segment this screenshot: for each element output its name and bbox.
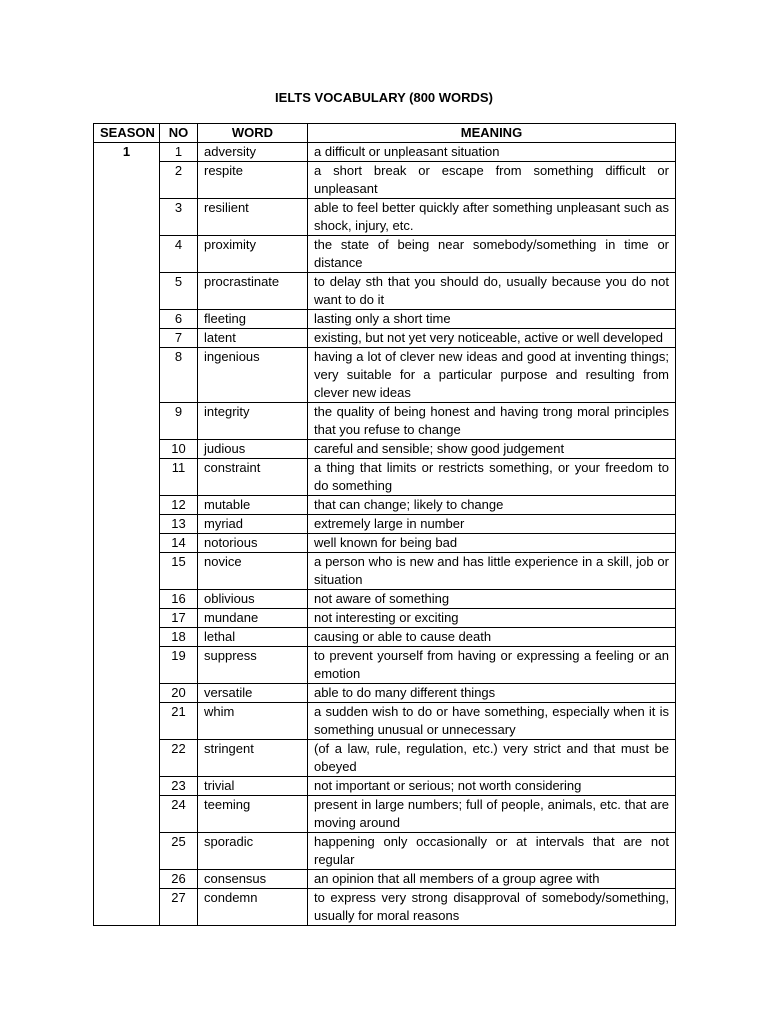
vocabulary-word: integrity <box>198 403 308 440</box>
word-number: 25 <box>160 833 198 870</box>
word-number: 10 <box>160 440 198 459</box>
word-meaning: present in large numbers; full of people, animals, etc. that are moving around <box>308 796 676 833</box>
word-number: 7 <box>160 329 198 348</box>
vocabulary-word: whim <box>198 703 308 740</box>
word-number: 21 <box>160 703 198 740</box>
vocabulary-word: versatile <box>198 684 308 703</box>
table-row <box>94 348 676 403</box>
table-row <box>94 870 676 889</box>
table-row <box>94 740 676 777</box>
vocabulary-word: procrastinate <box>198 273 308 310</box>
vocabulary-word: fleeting <box>198 310 308 329</box>
table-row <box>94 889 676 926</box>
word-number: 11 <box>160 459 198 496</box>
word-meaning: careful and sensible; show good judgement <box>308 440 676 459</box>
vocabulary-word: novice <box>198 553 308 590</box>
table-row <box>94 647 676 684</box>
word-number: 1 <box>160 143 198 162</box>
document-title: IELTS VOCABULARY (800 WORDS) <box>275 90 493 105</box>
word-meaning: a thing that limits or restricts something, or your freedom to do something <box>308 459 676 496</box>
vocabulary-word: teeming <box>198 796 308 833</box>
header-no: NO <box>160 124 198 143</box>
vocabulary-word: constraint <box>198 459 308 496</box>
vocabulary-word: sporadic <box>198 833 308 870</box>
table-row <box>94 684 676 703</box>
word-number: 8 <box>160 348 198 403</box>
table-row <box>94 143 676 162</box>
word-number: 4 <box>160 236 198 273</box>
vocabulary-word: adversity <box>198 143 308 162</box>
word-number: 26 <box>160 870 198 889</box>
word-meaning: a person who is new and has little experience in a skill, job or situation <box>308 553 676 590</box>
word-number: 3 <box>160 199 198 236</box>
header-meaning: MEANING <box>308 124 676 143</box>
table-row <box>94 329 676 348</box>
vocabulary-word: myriad <box>198 515 308 534</box>
word-meaning: not important or serious; not worth considering <box>308 777 676 796</box>
word-meaning: not aware of something <box>308 590 676 609</box>
word-meaning: to prevent yourself from having or expressing a feeling or an emotion <box>308 647 676 684</box>
word-meaning: having a lot of clever new ideas and good at inventing things; very suitable for a particular purpose and resulting from clever new ideas <box>308 348 676 403</box>
word-number: 20 <box>160 684 198 703</box>
season-number: 1 <box>94 143 160 926</box>
table-row <box>94 440 676 459</box>
vocabulary-word: notorious <box>198 534 308 553</box>
word-meaning: extremely large in number <box>308 515 676 534</box>
word-meaning: a sudden wish to do or have something, especially when it is something unusual or unnecessary <box>308 703 676 740</box>
word-number: 22 <box>160 740 198 777</box>
table-row <box>94 236 676 273</box>
word-number: 2 <box>160 162 198 199</box>
vocabulary-word: judious <box>198 440 308 459</box>
table-row <box>94 273 676 310</box>
vocabulary-word: suppress <box>198 647 308 684</box>
table-row <box>94 403 676 440</box>
word-number: 24 <box>160 796 198 833</box>
word-meaning: that can change; likely to change <box>308 496 676 515</box>
table-row <box>94 310 676 329</box>
vocabulary-table <box>93 123 676 926</box>
header-word: WORD <box>198 124 308 143</box>
table-row <box>94 496 676 515</box>
table-row <box>94 515 676 534</box>
table-row <box>94 162 676 199</box>
word-meaning: well known for being bad <box>308 534 676 553</box>
word-meaning: the state of being near somebody/something in time or distance <box>308 236 676 273</box>
word-number: 13 <box>160 515 198 534</box>
table-row <box>94 833 676 870</box>
vocabulary-word: condemn <box>198 889 308 926</box>
table-header-row <box>94 124 676 143</box>
table-row <box>94 796 676 833</box>
word-meaning: not interesting or exciting <box>308 609 676 628</box>
vocabulary-word: trivial <box>198 777 308 796</box>
word-number: 19 <box>160 647 198 684</box>
table-row <box>94 199 676 236</box>
vocabulary-word: stringent <box>198 740 308 777</box>
table-row <box>94 590 676 609</box>
word-number: 6 <box>160 310 198 329</box>
vocabulary-word: proximity <box>198 236 308 273</box>
word-number: 18 <box>160 628 198 647</box>
vocabulary-word: latent <box>198 329 308 348</box>
word-meaning: to delay sth that you should do, usually because you do not want to do it <box>308 273 676 310</box>
table-row <box>94 609 676 628</box>
table-body <box>94 143 676 926</box>
word-number: 5 <box>160 273 198 310</box>
word-meaning: a difficult or unpleasant situation <box>308 143 676 162</box>
vocabulary-word: lethal <box>198 628 308 647</box>
word-number: 9 <box>160 403 198 440</box>
word-meaning: lasting only a short time <box>308 310 676 329</box>
table-row <box>94 553 676 590</box>
header-season: SEASON <box>94 124 160 143</box>
word-meaning: (of a law, rule, regulation, etc.) very strict and that must be obeyed <box>308 740 676 777</box>
word-number: 27 <box>160 889 198 926</box>
vocabulary-word: mutable <box>198 496 308 515</box>
vocabulary-word: consensus <box>198 870 308 889</box>
vocabulary-word: respite <box>198 162 308 199</box>
table-row <box>94 459 676 496</box>
vocabulary-word: oblivious <box>198 590 308 609</box>
vocabulary-word: ingenious <box>198 348 308 403</box>
word-meaning: to express very strong disapproval of somebody/something, usually for moral reasons <box>308 889 676 926</box>
table-row <box>94 534 676 553</box>
vocabulary-word: mundane <box>198 609 308 628</box>
table-row <box>94 703 676 740</box>
word-number: 16 <box>160 590 198 609</box>
word-meaning: causing or able to cause death <box>308 628 676 647</box>
word-meaning: existing, but not yet very noticeable, active or well developed <box>308 329 676 348</box>
word-number: 17 <box>160 609 198 628</box>
word-meaning: happening only occasionally or at intervals that are not regular <box>308 833 676 870</box>
word-meaning: able to feel better quickly after something unpleasant such as shock, injury, etc. <box>308 199 676 236</box>
word-meaning: a short break or escape from something difficult or unpleasant <box>308 162 676 199</box>
word-number: 23 <box>160 777 198 796</box>
word-number: 12 <box>160 496 198 515</box>
word-meaning: the quality of being honest and having trong moral principles that you refuse to change <box>308 403 676 440</box>
word-number: 15 <box>160 553 198 590</box>
word-number: 14 <box>160 534 198 553</box>
table-row <box>94 777 676 796</box>
vocabulary-word: resilient <box>198 199 308 236</box>
word-meaning: able to do many different things <box>308 684 676 703</box>
table-row <box>94 628 676 647</box>
word-meaning: an opinion that all members of a group agree with <box>308 870 676 889</box>
